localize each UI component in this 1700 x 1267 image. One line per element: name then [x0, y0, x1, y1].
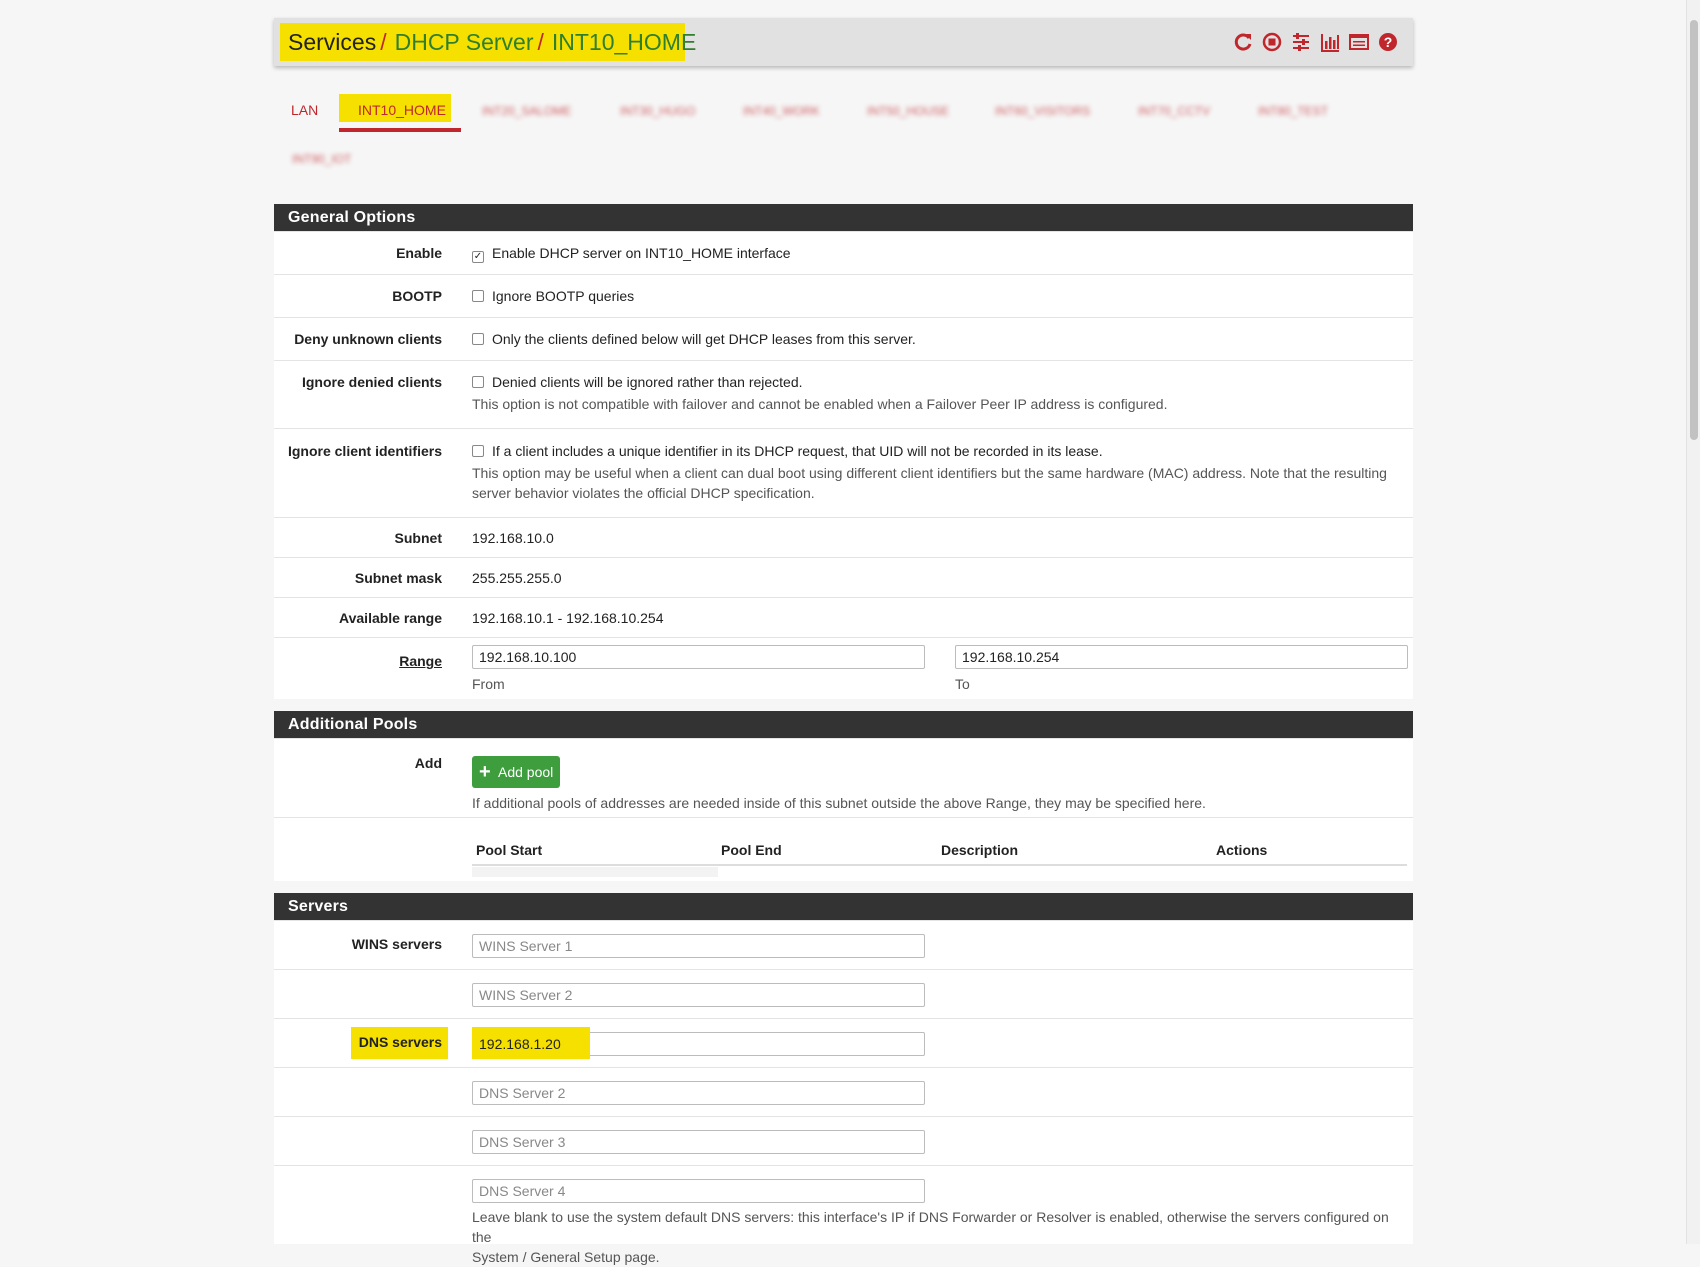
- breadcrumb-separator: /: [537, 29, 544, 55]
- stop-icon[interactable]: [1261, 31, 1283, 53]
- breadcrumb-separator: /: [380, 29, 387, 55]
- bootp-checkbox[interactable]: [472, 290, 484, 302]
- table-empty-row: [472, 867, 718, 877]
- bootp-text: Ignore BOOTP queries: [492, 288, 635, 304]
- pools-table: [274, 817, 1413, 881]
- breadcrumb-interface[interactable]: INT10_HOME: [551, 29, 697, 55]
- enable-label: Enable: [396, 245, 442, 261]
- tab-int70[interactable]: INT70_CCTV: [1138, 104, 1211, 118]
- dns-row-2: [274, 1067, 1413, 1116]
- additional-pools-title: Additional Pools: [274, 711, 1413, 738]
- tab-lan[interactable]: LAN: [291, 102, 319, 118]
- ignore-denied-checkbox[interactable]: [472, 376, 484, 388]
- wins-server-2-input[interactable]: WINS Server 2: [472, 983, 925, 1007]
- dns-server-1-input[interactable]: 192.168.1.20: [472, 1032, 925, 1056]
- subnet-mask-label: Subnet mask: [354, 570, 442, 586]
- tab-int40[interactable]: INT40_WORK: [743, 104, 820, 118]
- column-description: Description: [941, 842, 1019, 858]
- page-header: [274, 18, 1413, 66]
- wins-servers-label: WINS servers: [351, 936, 442, 952]
- add-pool-help: If additional pools of addresses are needed inside of this subnet outside the above Range, they may be specified here.: [472, 795, 1206, 811]
- ignore-client-id-text: If a client includes a unique identifier in its DHCP request, that UID will not be recorded in its lease.: [492, 443, 1103, 459]
- range-to-input[interactable]: 192.168.10.254: [955, 645, 1408, 669]
- svg-text:?: ?: [1383, 34, 1393, 50]
- wins-row-1: [274, 920, 1413, 969]
- enable-row: [274, 231, 1413, 274]
- page-scrollbar[interactable]: [1686, 0, 1700, 1244]
- chart-icon[interactable]: [1319, 31, 1341, 53]
- breadcrumb-dhcp-server[interactable]: DHCP Server: [394, 29, 534, 55]
- general-options-panel: [274, 204, 1413, 699]
- plus-icon: +: [479, 761, 491, 783]
- list-icon[interactable]: [1348, 31, 1370, 53]
- dns-server-4-input[interactable]: DNS Server 4: [472, 1179, 925, 1203]
- available-range-row: [274, 597, 1413, 637]
- breadcrumb-services[interactable]: Services: [288, 29, 377, 55]
- column-pool-end: Pool End: [721, 842, 782, 858]
- tab-int90[interactable]: INT90_IOT: [292, 152, 352, 166]
- header-icons: [1232, 31, 1399, 53]
- add-pool-button[interactable]: + Add pool: [472, 756, 560, 788]
- tab-int50[interactable]: INT50_HOUSE: [867, 104, 950, 118]
- column-actions: Actions: [1216, 842, 1268, 858]
- sliders-icon[interactable]: [1290, 31, 1312, 53]
- enable-text: Enable DHCP server on INT10_HOME interface: [492, 245, 791, 261]
- help-icon[interactable]: [1377, 31, 1399, 53]
- deny-unknown-checkbox[interactable]: [472, 333, 484, 345]
- tab-int30[interactable]: INT30_HUGO: [620, 104, 696, 118]
- wins-server-1-input[interactable]: WINS Server 1: [472, 934, 925, 958]
- reload-icon[interactable]: [1232, 31, 1254, 53]
- tab-int60[interactable]: INT60_VISITORS: [995, 104, 1091, 118]
- breadcrumb: [288, 27, 696, 57]
- subnet-mask-value: 255.255.255.0: [472, 570, 562, 586]
- subnet-label: Subnet: [394, 530, 442, 546]
- available-range-value: 192.168.10.1 - 192.168.10.254: [472, 610, 664, 626]
- dns-server-2-input[interactable]: DNS Server 2: [472, 1081, 925, 1105]
- servers-title: Servers: [274, 893, 1413, 920]
- bootp-row: [274, 274, 1413, 317]
- dns-row-1: [274, 1018, 1413, 1067]
- wins-row-2: [274, 969, 1413, 1018]
- range-label[interactable]: Range: [399, 653, 442, 669]
- tab-int80[interactable]: INT80_TEST: [1258, 104, 1329, 118]
- dns-server-3-input[interactable]: DNS Server 3: [472, 1130, 925, 1154]
- deny-unknown-text: Only the clients defined below will get DHCP leases from this server.: [492, 331, 916, 347]
- add-label: Add: [414, 755, 442, 771]
- general-options-title: General Options: [274, 204, 1413, 231]
- range-to-label: To: [955, 676, 970, 692]
- tab-int10-home[interactable]: INT10_HOME: [339, 92, 446, 130]
- subnet-mask-row: [274, 557, 1413, 597]
- available-range-label: Available range: [339, 610, 442, 626]
- ignore-denied-text: Denied clients will be ignored rather than rejected.: [492, 374, 803, 390]
- column-pool-start: Pool Start: [476, 842, 543, 858]
- ignore-client-id-row: [274, 428, 1413, 517]
- subnet-value: 192.168.10.0: [472, 530, 554, 546]
- scrollbar-thumb[interactable]: [1690, 20, 1698, 440]
- range-from-label: From: [472, 676, 505, 692]
- ignore-denied-row: [274, 360, 1413, 428]
- range-row: [274, 637, 1413, 701]
- subnet-row: [274, 517, 1413, 557]
- ignore-denied-label: Ignore denied clients: [301, 374, 442, 390]
- range-from-input[interactable]: 192.168.10.100: [472, 645, 925, 669]
- ignore-client-id-checkbox[interactable]: [472, 445, 484, 457]
- table-header-divider: [472, 864, 1407, 866]
- dns-row-3: [274, 1116, 1413, 1165]
- dns-servers-label: DNS servers: [358, 1034, 442, 1050]
- bootp-label: BOOTP: [392, 288, 442, 304]
- servers-panel: [274, 893, 1413, 1265]
- tab-int20[interactable]: INT20_SALOME: [482, 104, 572, 118]
- ignore-denied-help: This option is not compatible with failover and cannot be enabled when a Failover Peer IP address is configured.: [472, 396, 1168, 412]
- ignore-client-id-label: Ignore client identifiers: [287, 443, 442, 459]
- dns-row-4: [274, 1165, 1413, 1265]
- add-pool-row: [274, 738, 1413, 817]
- ignore-client-id-help: This option may be useful when a client can dual boot using different client identifiers but the same hardware (MAC) address. Note that the resulting server behavior violates the official DHCP specification.: [472, 465, 1387, 501]
- enable-checkbox[interactable]: ✓: [473, 251, 483, 262]
- dns-help: Leave blank to use the system default DNS servers: this interface's IP if DNS Forwarder or Resolver is enabled, otherwise the servers configured on the System / General Setup page.: [472, 1209, 1389, 1265]
- deny-unknown-row: [274, 317, 1413, 360]
- deny-unknown-label: Deny unknown clients: [294, 331, 442, 347]
- additional-pools-panel: [274, 711, 1413, 881]
